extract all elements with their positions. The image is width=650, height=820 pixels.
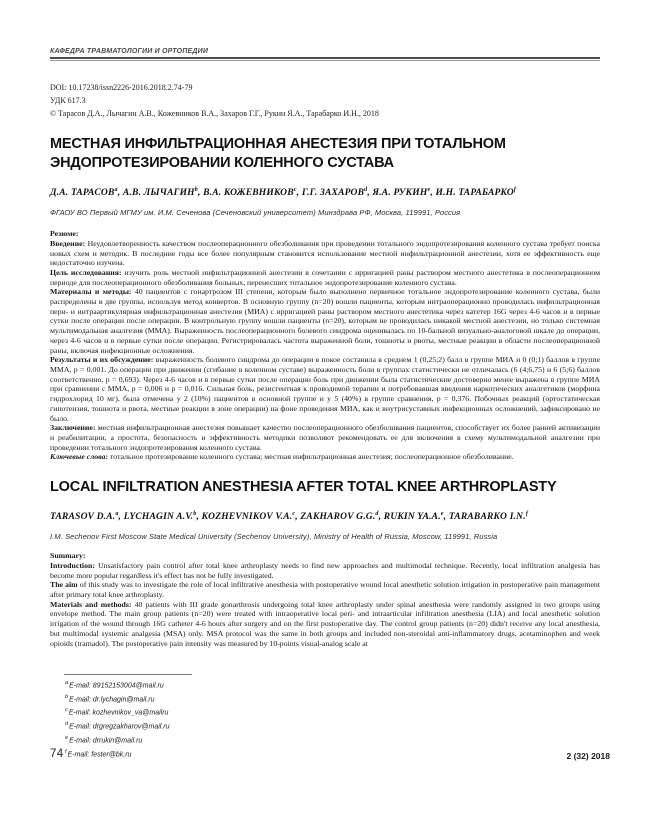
author-separator: ,	[117, 188, 123, 199]
section-text: выраженность болевого синдрома до операции в покое составила в среднем 1 (0,25;2) балл в группе МИА и 0 (0;1) баллов в группе ММА, р = 0,001. До операции при движении (сгибание в коленном суставе) выраженность боли в группах статистически не отличалась (6 (4;6,75) и 6 (5;6) баллов соответственно, р = 0,693). Через 4-6 часов и в первые сутки после операции боль при движении была статистические достоверно менее выражена в группе МИА при сравнении с ММА, р = 0,006 и р = 0,016. Сильная боль, резистентная к проводимой терапии и потребовавшая введения наркотических аналгетиков (морфина гидрохлорид 10 мг), была отмечена у 2 (10%) пациентов в основной группе и у 5 (40%) в группе сравнения, р = 0,376. Побочных реакций (ортостатическая гипотензия, тошнота и рвота, местные реакции в зоне операции) на фоне проведения МИА, как и внутрисуставных инфекционных осложнений, зафиксировано не было.	[50, 355, 600, 423]
author	[202, 512, 301, 522]
author-sup: c	[293, 187, 297, 193]
footnote-text: E-mail: drgregzakharov@mail.ru	[69, 723, 170, 731]
section-label: Введение:	[50, 238, 86, 248]
summary-section-methods	[50, 600, 600, 649]
author	[203, 188, 302, 198]
header-rule	[50, 57, 600, 61]
author-name: LYCHAGIN A.V.	[123, 512, 194, 523]
author-sup: f	[513, 187, 517, 193]
author-sup: e	[440, 511, 444, 518]
author	[123, 188, 203, 198]
author-sup: d	[364, 187, 368, 193]
abstract-section-methods	[50, 287, 600, 355]
abstract-heading-label: Резюме:	[50, 229, 79, 239]
footnote	[65, 719, 192, 733]
section-text: Unsatisfactory pain control after total knee arthroplasty needs to find new approaches and multimodal technique. Recently, local infiltration analgesia has become more popular regardless it's effect has not be fully investigated.	[50, 560, 600, 580]
author	[124, 512, 202, 522]
author-name: Д.А. ТАРАСОВ	[50, 188, 115, 199]
author	[372, 188, 435, 198]
author	[50, 512, 124, 522]
page-content	[0, 48, 650, 648]
footnote-text: E-mail: 89152153004@mail.ru	[69, 682, 164, 690]
section-label: Материалы и методы:	[50, 287, 132, 297]
author-name: KOZHEVNIKOV V.A.	[201, 512, 293, 523]
abstract-ru	[50, 229, 600, 462]
author-name: А.В. ЛЫЧАГИН	[122, 188, 195, 199]
footnote	[65, 692, 192, 706]
summary-section-aim	[50, 580, 600, 599]
running-head: КАФЕДРА ТРАВМАТОЛОГИИ И ОРТОПЕДИИ	[50, 48, 209, 55]
article-meta	[50, 81, 600, 120]
author-separator: ,	[197, 188, 204, 199]
summary-section-introduction	[50, 561, 600, 580]
footnote	[65, 705, 192, 719]
author-sup: c	[292, 511, 296, 518]
summary-heading-label: Summary:	[50, 551, 86, 561]
section-label: Materials and methods:	[50, 599, 132, 609]
author-sup: a	[115, 511, 119, 518]
author	[384, 512, 449, 522]
section-label: Результаты и их обсуждение:	[50, 355, 154, 365]
section-label: The aim	[50, 580, 78, 590]
affiliation-en: I.M. Sechenov First Moscow State Medical University (Sechenov University), Ministry of Health of Russia, Moscow, 119991, Russia	[50, 532, 498, 542]
udk: УДК 617.3	[50, 96, 86, 105]
author-separator: ,	[295, 512, 301, 523]
author	[435, 188, 516, 198]
abstract-section-introduction	[50, 239, 600, 268]
section-text: of this study was to investigate the role of local infiltrative anesthesia with postoperative wound local anesthetic solution irrigation in postoperative pain management after primary total knee arthroplasty.	[50, 580, 600, 599]
author-sup: e	[427, 187, 431, 193]
article-title-en: LOCAL INFILTRATION ANESTHESIA AFTER TOTAL KNEE ARTHROPLASTY	[50, 479, 557, 496]
footnote-sup: c	[65, 707, 68, 714]
author-sup: b	[193, 511, 197, 518]
author-separator: ,	[430, 188, 436, 199]
section-text: 40 пациентов с гонартрозом III степени, которым было выполнено первичное тотальное эндопротезирование коленного сустава, были распределены в две группы, используя метод конвертов. В основную группу (n=20) вошли пациенты, которым интраоперационно проводилась инфильтрационная пери- и интраартикулярная инфильтрационная анестезия (МИА) с ирригацией раны раствором местного анестетика через катетер 16G через 4-6 часов и в первые сутки после операции после операции. В контрольную группу вошли пациенты (n=20), которым не проводилась никакой местной анестезии, но только системная мультимодальная аналгезия (ММА). Выраженность послеоперационного болевого синдрома оценивалась по 10-бальной визуально-аналоговой шкале до операции, через 4-6 часов и в первые сутки после операции. Регистрировалась частота выраженной боли, тошноты и рвоты, местные реакции в области послеоперационной раны, включая инфекционные осложнения.	[50, 287, 601, 355]
author-separator: ,	[296, 188, 302, 199]
author	[50, 188, 123, 198]
footnote	[65, 678, 192, 692]
author-name: TARABARKO I.N.	[448, 512, 526, 523]
section-text: местная инфильтрационная анестезия повышает качество послеоперационного обезболивания пациентов, способствует их более ранней активизации и реабилитации, а простота, безопасность и эффективность методики позволяют рекомендовать ее для включения в схему мультимодальной аналгезии при проведении тотального эндопротезирования коленного сустава.	[50, 423, 601, 452]
footnote-sup: a	[65, 680, 69, 686]
author-separator: ,	[196, 512, 202, 523]
authors-ru	[50, 187, 600, 198]
author-separator: ,	[378, 512, 384, 523]
copyright-line: © Тарасов Д.А., Лычагин А.В., Кожевников В.А., Захаров Г.Г., Рукин Я.А., Тарабарко И.Н., 2018	[50, 109, 379, 118]
section-text: изучить роль местной инфильтрационной анестезии в сочетании с ирригацией раны раствором местного анестетика в послеоперационном периоде для послеоперационного обезболивания больных, перенесших тотальное эндопротезирование коленного сустава.	[50, 267, 601, 287]
issue-label: 2 (32) 2018	[566, 751, 610, 761]
section-label: Заключение:	[50, 423, 96, 433]
doi: DOI: 10.17238/issn2226-2016.2018.2.74-79	[50, 83, 193, 92]
summary-heading-en	[50, 551, 600, 561]
author	[302, 188, 373, 198]
keywords-text: тотальное протезирование коленного сустава; местная инфильтрационная анестезия; послеоперационное обезболивание.	[109, 452, 514, 462]
footnote-text: E-mail: kozhevnikov_va@mailru	[68, 709, 169, 717]
footnote-sup: e	[65, 734, 69, 741]
author-name: ZAKHAROV G.G.	[300, 512, 376, 523]
footnote-sup: b	[65, 693, 69, 700]
section-label: Цель исследования:	[50, 267, 122, 277]
page-footer	[50, 748, 610, 761]
section-label: Introduction:	[50, 560, 95, 570]
author-name: TARASOV D.A.	[50, 512, 116, 523]
abstract-heading-ru	[50, 229, 600, 239]
abstract-section-results	[50, 355, 600, 423]
author	[449, 512, 528, 522]
author-sup: b	[194, 187, 198, 193]
abstract-en	[50, 551, 600, 648]
section-text: 40 patients with III grade gonarthrosis undergoing total knee arthroplasty under spinal anesthesia were randomly assigned in two groups using envelope method. The main group patients (n=20) were treated with intraoperative local peri- and intraarticular infiltration anesthesia (LIA) and local anesthetic solution irrigation of the wound through 16G catheter 4-6 hours after surgery and on the first postoperative day. The control group patients (n=20) didn't receive any local anesthesia, but multimodal systemic analgesia (MSA) only. MSA protocol was the same in both groups and included non-steroidal anti-inflammatory drugs, acetaminophen and week opioids (tramadol). The postoperative pain intensity was measured by 10-points visual-analog scale at	[50, 599, 600, 648]
author-sup: d	[375, 511, 379, 518]
abstract-section-conclusion	[50, 423, 600, 452]
footnote-text: E-mail: drrukin@mail.ru	[69, 737, 143, 745]
keywords-label: Ключевые слова:	[50, 452, 109, 462]
footnote-rule	[64, 674, 192, 675]
article-title-ru: МЕСТНАЯ ИНФИЛЬТРАЦИОННАЯ АНЕСТЕЗИЯ ПРИ ТОТАЛЬНОМ ЭНДОПРОТЕЗИРОВАНИИ КОЛЕННОГО СУСТАВА	[50, 136, 506, 171]
author-name: Г.Г. ЗАХАРОВ	[301, 188, 365, 199]
footnote-text: E-mail: dr.lychagin@mail.ru	[69, 696, 155, 704]
author	[300, 512, 383, 522]
author-name: RUKIN YA.A.	[383, 512, 441, 523]
author-sup: a	[114, 187, 118, 193]
authors-en	[50, 511, 600, 522]
author-name: В.А. КОЖЕВНИКОВ	[203, 188, 294, 199]
abstract-section-aim	[50, 268, 600, 287]
page-number: 74	[50, 748, 64, 760]
author-separator: ,	[443, 512, 449, 523]
footnote-text: E-mail: fester@bk.ru	[67, 751, 132, 758]
author-name: И.Н. ТАРАБАРКО	[435, 188, 514, 199]
affiliation-ru: ФГАОУ ВО Первый МГМУ им. И.М. Сеченова (Сеченовский университет) Минздрава РФ, Москва, 119991, Россия	[50, 208, 461, 218]
author-separator: ,	[118, 512, 124, 523]
author-sup: f	[525, 511, 529, 518]
keywords-ru	[50, 452, 600, 462]
footnote	[65, 733, 192, 747]
section-text: Неудовлетворенность качеством послеоперационного обезболивания при проведении тотального эндопротезирования коленного сустава требует поиска новых схем и методик. В последние годы все более популярным становится использование местной инфильтрационной анестезии, хотя ее эффективность еще недостаточно изучена.	[50, 238, 600, 268]
footnote-sup: f	[65, 748, 67, 755]
author-separator: ,	[367, 188, 373, 199]
author-name: Я.А. РУКИН	[372, 188, 428, 199]
footnote-sup: d	[65, 721, 69, 728]
